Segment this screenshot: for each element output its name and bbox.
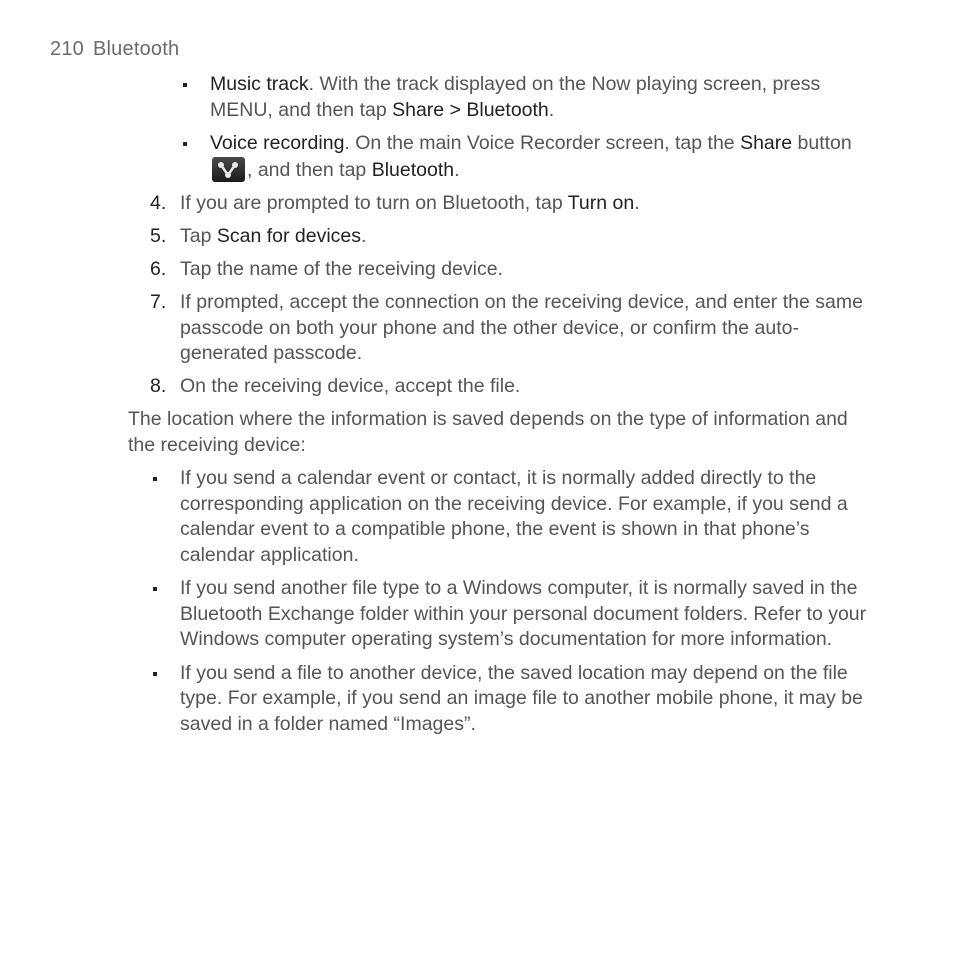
sub-bullet-item	[128, 131, 868, 183]
bullet-text: .	[548, 98, 555, 121]
sub-bullet-list	[128, 72, 868, 183]
step-item	[128, 374, 868, 400]
step-item	[128, 257, 868, 283]
step-number: 4.	[150, 192, 167, 214]
term-bluetooth: Bluetooth	[371, 158, 455, 181]
bullet-text: , and then tap	[247, 158, 372, 181]
step-text: If prompted, accept the connection on the receiving device, and enter the same passcode on both your phone and the other device, or confirm the auto-generated passcode.	[180, 291, 863, 364]
bullet-item: If you send another file type to a Windows computer, it is normally saved in the Bluetooth Exchange folder within your personal document folders. Refer to your Windows computer operating system’s documentation for more information.	[128, 576, 868, 653]
page-header	[50, 38, 179, 61]
bullet-text: .	[454, 158, 460, 181]
term-turn-on: Turn on	[567, 192, 635, 214]
term-share-bluetooth: Share > Bluetooth	[392, 98, 549, 121]
body-paragraph: The location where the information is saved depends on the type of information and the receiving device:	[128, 408, 848, 456]
step-item	[128, 191, 868, 217]
share-icon	[212, 157, 245, 182]
step-text: .	[361, 225, 367, 247]
section-title: Bluetooth	[92, 38, 180, 60]
step-text: If you are prompted to turn on Bluetooth, tap	[180, 192, 568, 214]
term-share: Share	[740, 132, 793, 154]
step-number: 8.	[150, 375, 167, 397]
term-scan-for-devices: Scan for devices	[216, 225, 362, 247]
bullet-text: button	[792, 132, 852, 154]
term-music-track: Music track	[210, 73, 309, 95]
step-text: Tap	[180, 225, 217, 247]
bullet-text: . On the main Voice Recorder screen, tap the	[344, 132, 741, 154]
page-number: 210	[50, 38, 84, 60]
bullet-item: If you send a calendar event or contact, it is normally added directly to the corresponding application on the receiving device. For example, if you send a calendar event to a compatible phone, the event is shown in that phone’s calendar application.	[128, 466, 868, 568]
page-content	[128, 72, 868, 745]
step-number: 7.	[150, 291, 167, 313]
bullet-text: . With the track displayed on the Now playing screen, press MENU, and then tap	[210, 73, 821, 121]
step-number: 5.	[150, 225, 167, 247]
bullet-item: If you send a file to another device, the saved location may depend on the file type. For example, if you send an image file to another mobile phone, it may be saved in a folder named “Images”.	[128, 661, 868, 738]
sub-bullet-item	[128, 72, 868, 123]
step-number: 6.	[150, 258, 167, 280]
bullet-list	[128, 466, 868, 737]
term-voice-recording: Voice recording	[210, 132, 345, 154]
step-text: Tap the name of the receiving device.	[180, 258, 504, 280]
step-text: On the receiving device, accept the file.	[180, 375, 521, 397]
step-item	[128, 290, 868, 367]
step-list	[128, 191, 868, 400]
step-item	[128, 224, 868, 250]
step-text: .	[634, 192, 640, 214]
